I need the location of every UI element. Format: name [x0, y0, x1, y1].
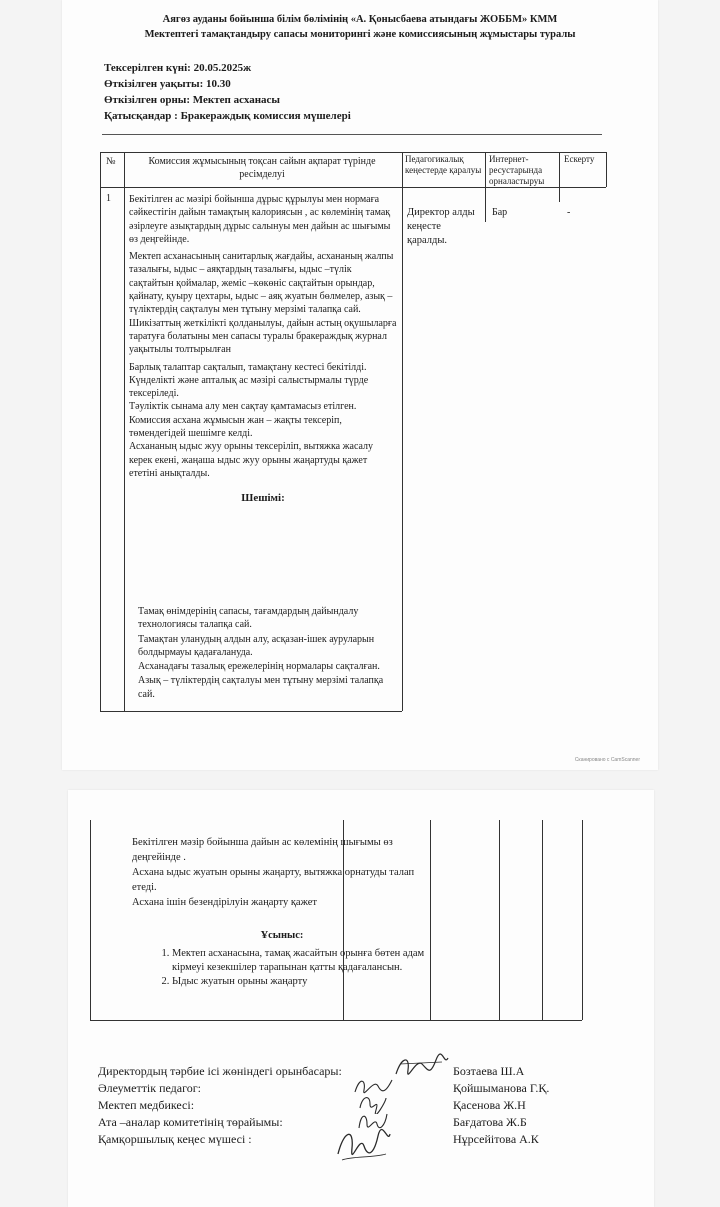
inspection-time: Өткізілген уақыты: 10.30	[104, 78, 231, 90]
header-line-2: Мектептегі тамақтандыру сапасы мониторингі және комиссиясының жұмыстары туралы	[144, 29, 576, 40]
decision-paragraph: Асханадағы тазалық ережелерінің нормалары сақталған.	[138, 661, 380, 673]
decision-paragraph: Тамақтан уланудың алдын алу, асқазан-ішек ауруларын болдырмауы қадағалануда.	[138, 633, 375, 658]
handwritten-signature	[392, 1052, 452, 1082]
continued-paragraph: Бекітілген мәзір бойынша дайын ас көлемінің шығымы өз деңгейінде .	[132, 837, 393, 863]
row-number: 1	[106, 193, 111, 204]
table-col-divider	[559, 152, 560, 202]
table-col-divider	[485, 152, 486, 222]
row-paragraph: Бекітілген ас мәзірі бойынша дұрыс құрылуы мен нормаға сәйкестігін дайын тамақтың калориясын , ас көлемінің тамақ әзірлеуге азықтардың дұрыс салынуы мен дайын ас шығымы өз деңгейінде.	[129, 194, 391, 245]
row-paragraph: Мектеп асханасының санитарлық жағдайы, асхананың жалпы тазалығы, ыдыс – аяқтардың тазалығы, ыдыс –түлік сақтайтын қоймалар, жеміс –көкөніс сақтайтын орындар, қайнату, қуыру цехтары, ыдыс – аяқ жуатын бөлмелер, азық – түліктердің сақталуы мен тұтыну мерзімі талапқа сай. Шикізаттың жеткілікті қолданылуы, дайын астың оқушыларға таратуға болатыны мен сапасы туралы бракераждық журнал уақытылы толтырылған	[129, 251, 397, 356]
header-line-1: Аягөз ауданы бойынша білім бөлімінің «А. Қонысбаева атындағы ЖОББМ» КММ	[162, 14, 558, 25]
continued-content	[132, 835, 432, 910]
scanner-watermark: Сканировано с CamScanner	[574, 757, 640, 763]
table-border-right	[582, 820, 583, 1020]
table-border-left	[100, 152, 101, 711]
signer-name: Нұрсейітова А.К	[453, 1132, 539, 1146]
continued-paragraph: Асхана ыдыс жуатын орыны жаңарту, вытяжка орнатуды талап етеді.	[132, 867, 415, 893]
signer-name: Бағдатова Ж.Б	[453, 1115, 527, 1129]
row-paragraph: Тәуліктік сынама алу мен сақтау қамтамасыз етілген.	[129, 401, 357, 413]
decision-paragraph: Азық – түліктердің сақталуы мен тұтыну мерзімі талапқа сай.	[138, 675, 384, 700]
proposal-item: 2. Ыдыс жуатын орыны жаңарту	[172, 975, 432, 989]
header-council: Педагогикалық кеңестерде қаралуы	[405, 154, 482, 175]
table-border-top	[100, 152, 606, 153]
decision-content	[138, 605, 396, 702]
table-col-divider	[402, 152, 403, 711]
header-internet: Интернет- ресустарында орналастыруы	[489, 154, 545, 186]
decision-heading: Шешімі:	[241, 492, 285, 505]
signer-name: Бозтаева Ш.А	[453, 1064, 525, 1078]
table-border-bottom	[90, 1020, 582, 1021]
signer-role: Директордың тәрбие ісі жөніндегі орынбасары:	[98, 1064, 342, 1078]
signer-role: Қамқоршылық кеңес мүшесі :	[98, 1132, 252, 1146]
signer-role: Мектеп медбикесі:	[98, 1098, 195, 1112]
proposal-item: 1. Мектеп асханасына, тамақ жасайтын орынға бөтен адам кірмеуі кезекшілер тарапынан қатты қадағалансын.	[172, 947, 432, 974]
continued-paragraph: Асхана ішін безендірілуін жаңарту қажет	[132, 897, 317, 908]
header-info: Комиссия жұмысының тоқсан сайын ақпарат түрінде ресімделуі	[148, 156, 376, 181]
header-note: Ескерту	[564, 154, 595, 164]
table-header-divider	[100, 187, 606, 188]
inspection-place: Өткізілген орны: Мектеп асханасы	[104, 94, 281, 106]
table-border-bottom	[100, 711, 402, 712]
proposal-list	[132, 947, 432, 990]
table-col-divider	[499, 820, 500, 1020]
document-page-1	[62, 0, 658, 770]
proposal-heading: Ұсыныс:	[260, 930, 304, 941]
row-council: Директор алды кеңесте қаралды.	[407, 207, 475, 246]
row-paragraph: Күнделікті және апталық ас мәзірі салыстырмалы түрде тексеріледі.	[129, 374, 369, 400]
signer-role: Ата –аналар комитетінің төрайымы:	[98, 1115, 283, 1129]
row-internet: Бар	[492, 207, 508, 218]
table-col-divider	[124, 152, 125, 711]
row-paragraph: Барлық талаптар сақталып, тамақтану кестесі бекітілді.	[129, 361, 367, 373]
row-content	[129, 193, 397, 510]
header-num: №	[106, 156, 116, 167]
handwritten-signature	[332, 1124, 394, 1164]
inspection-date: Тексерілген күні: 20.05.2025ж	[104, 62, 252, 74]
decision-paragraph: Тамақ өнімдерінің сапасы, тағамдардың дайындалу технологиясы талапқа сай.	[138, 606, 359, 631]
row-paragraph: Комиссия асхана жұмысын жан – жақты тексеріп, төмендегідей шешімге келді.	[129, 414, 342, 440]
signer-role: Әлеуметтік педагог:	[98, 1081, 201, 1095]
row-note: -	[567, 207, 571, 218]
table-border-right	[606, 152, 607, 187]
signer-name: Қойшыманова Г.Қ.	[453, 1081, 550, 1095]
table-border-left	[90, 820, 91, 1020]
inspection-participants: Қатысқандар : Бракераждық комиссия мүшелері	[104, 110, 351, 122]
table-col-divider	[542, 820, 543, 1020]
divider	[102, 134, 602, 135]
signer-name: Қасенова Ж.Н	[453, 1098, 526, 1112]
row-paragraph: Асхананың ыдыс жуу орыны тексеріліп, вытяжка жасалу керек екені, жаңаша ыдыс жуу орыны жаңартуды қажет ететіні анықталды.	[129, 441, 374, 479]
